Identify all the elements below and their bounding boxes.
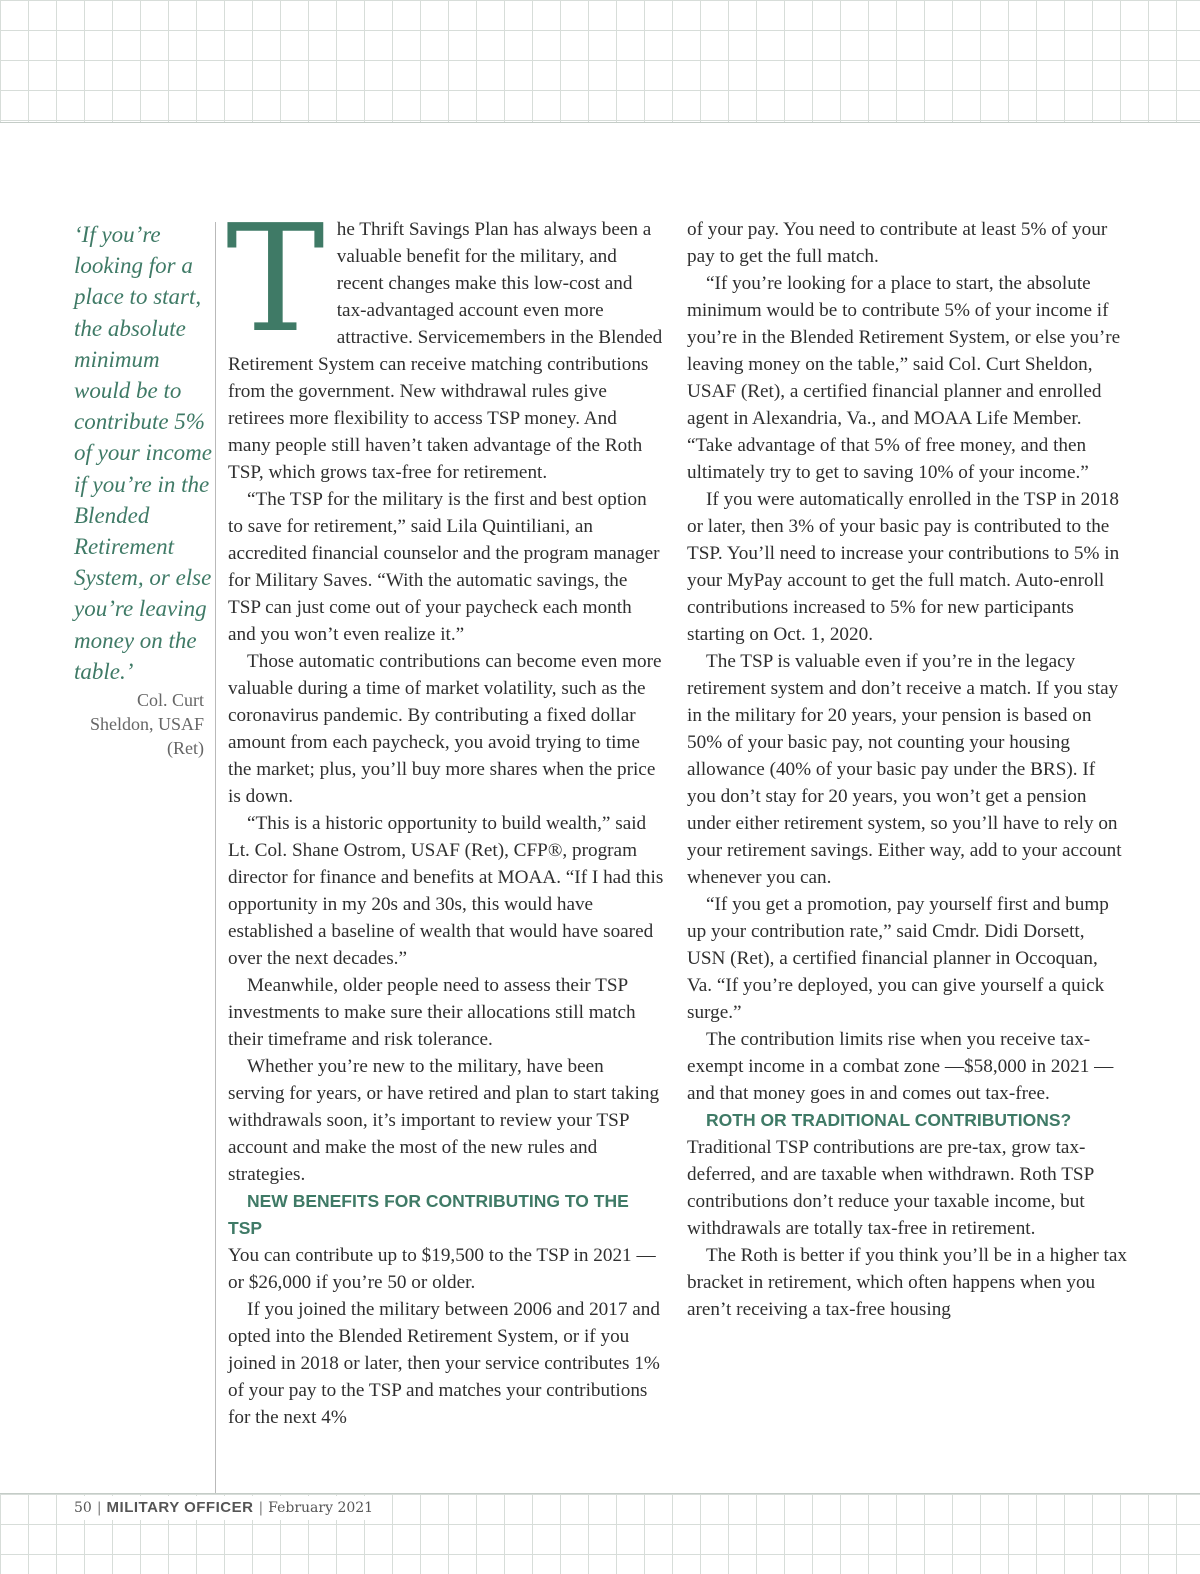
article-paragraph: The TSP is valuable even if you’re in the legacy retirement system and don’t receive a match. If you stay in the military for 20 years, your pension is based on 50% of your basic pay, not counting your housing allowance (40% of your basic pay under the BRS). If you don’t stay for 20 years, you won’t get a pension under either retirement system, so you’ll have to rely on your retirement savings. Either way, add to your account whenever you can.: [687, 651, 1122, 888]
page-number: 50: [74, 1500, 92, 1516]
lead-text: he Thrift Savings Plan has always been a valuable benefit for the military, and recent changes make this low-cost and tax-advantaged account even more attractive. Servicemembers in the Blended Retirement System can receive matching contributions from the government. New withdrawal rules give retirees more flexibility to access TSP money. And many people still haven’t taken advantage of the Roth TSP, which grows tax-free for retirement.: [228, 219, 663, 483]
top-grid-border: [0, 0, 1200, 123]
article-paragraph: Meanwhile, older people need to assess their TSP investments to make sure their allocations still match their timeframe and risk tolerance.: [228, 975, 636, 1050]
article-paragraph: Traditional TSP contributions are pre-tax, grow tax-deferred, and are taxable when withdrawn. Roth TSP contributions don’t reduce your taxable income, but withdrawals are totally tax-free in retirement.: [687, 1137, 1094, 1239]
article-paragraph: “This is a historic opportunity to build wealth,” said Lt. Col. Shane Ostrom, USAF (Ret), CFP®, program director for finance and benefits at MOAA. “If I had this opportunity in my 20s and 30s, this would have established a baseline of wealth that would have soared over the next decades.”: [228, 813, 664, 969]
column-divider: [215, 222, 216, 1502]
article-paragraph: You can contribute up to $19,500 to the TSP in 2021 — or $26,000 if you’re 50 or older.: [228, 1245, 656, 1293]
article-paragraph: Whether you’re new to the military, have been serving for years, or have retired and plan to start taking withdrawals soon, it’s important to review your TSP account and make the most of the new rules and strategies.: [228, 1056, 660, 1185]
publication-name: MILITARY OFFICER: [106, 1499, 254, 1516]
page-footer: [74, 1496, 379, 1520]
article-paragraph: [226, 193, 664, 486]
issue-date: February 2021: [268, 1500, 374, 1516]
article-paragraph: “If you get a promotion, pay yourself first and bump up your contribution rate,” said Cmdr. Didi Dorsett, USN (Ret), a certified financial planner in Occoquan, Va. “If you’re deployed, you can give yourself a quick surge.”: [687, 894, 1109, 1023]
article-paragraph: The contribution limits rise when you receive tax-exempt income in a combat zone —$58,000 in 2021 — and that money goes in and comes out tax-free.: [687, 1029, 1114, 1104]
article-paragraph: If you were automatically enrolled in the TSP in 2018 or later, then 3% of your basic pay is contributed to the TSP. You’ll need to increase your contributions to 5% in your MyPay account to get the full match. Auto-enroll contributions increased to 5% for new participants starting on Oct. 1, 2020.: [687, 489, 1120, 645]
pull-quote-attribution: Col. Curt Sheldon, USAF (Ret): [89, 690, 204, 758]
footer-separator: |: [258, 1500, 264, 1516]
article-column-2: [687, 216, 1127, 1323]
section-heading: ROTH OR TRADITIONAL CONTRIBUTIONS?: [706, 1110, 1072, 1130]
article-column-1: [226, 193, 664, 1431]
drop-cap: T: [226, 193, 325, 365]
article-paragraph: “If you’re looking for a place to start, the absolute minimum would be to contribute 5% of your income if you’re in the Blended Retirement System, or else you’re leaving money on the table,” said Col. Curt Sheldon, USAF (Ret), a certified financial planner and enrolled agent in Alexandria, Va., and MOAA Life Member. “Take advantage of that 5% of free money, and then ultimately try to get to saving 10% of your income.”: [687, 273, 1121, 483]
article-paragraph: If you joined the military between 2006 and 2017 and opted into the Blended Retirement System, or if you joined in 2018 or later, then your service contributes 1% of your pay to the TSP and matches your contributions for the next 4%: [228, 1299, 660, 1428]
article-paragraph: of your pay. You need to contribute at least 5% of your pay to get the full match.: [687, 219, 1108, 267]
footer-separator: |: [96, 1500, 102, 1516]
article-paragraph: “The TSP for the military is the first and best option to save for retirement,” said Lila Quintiliani, an accredited financial counselor and the program manager for Military Saves. “With the automatic savings, the TSP can just come out of your paycheck each month and you won’t even realize it.”: [228, 489, 660, 645]
article-paragraph: Those automatic contributions can become even more valuable during a time of market volatility, such as the coronavirus pandemic. By contributing a fixed dollar amount from each paycheck, you avoid trying to time the market; plus, you’ll buy more shares when the price is down.: [228, 651, 662, 807]
pull-quote: ‘If you’re looking for a place to start, the absolute minimum would be to contribute 5% of your income if you’re in the Blended Retirement System, or else you’re leaving money on the table.’: [74, 222, 212, 684]
section-heading: NEW BENEFITS FOR CONTRIBUTING TO THE TSP: [228, 1191, 629, 1238]
article-paragraph: The Roth is better if you think you’ll be in a higher tax bracket in retirement, which often happens when you aren’t receiving a tax-free housing: [687, 1245, 1127, 1320]
